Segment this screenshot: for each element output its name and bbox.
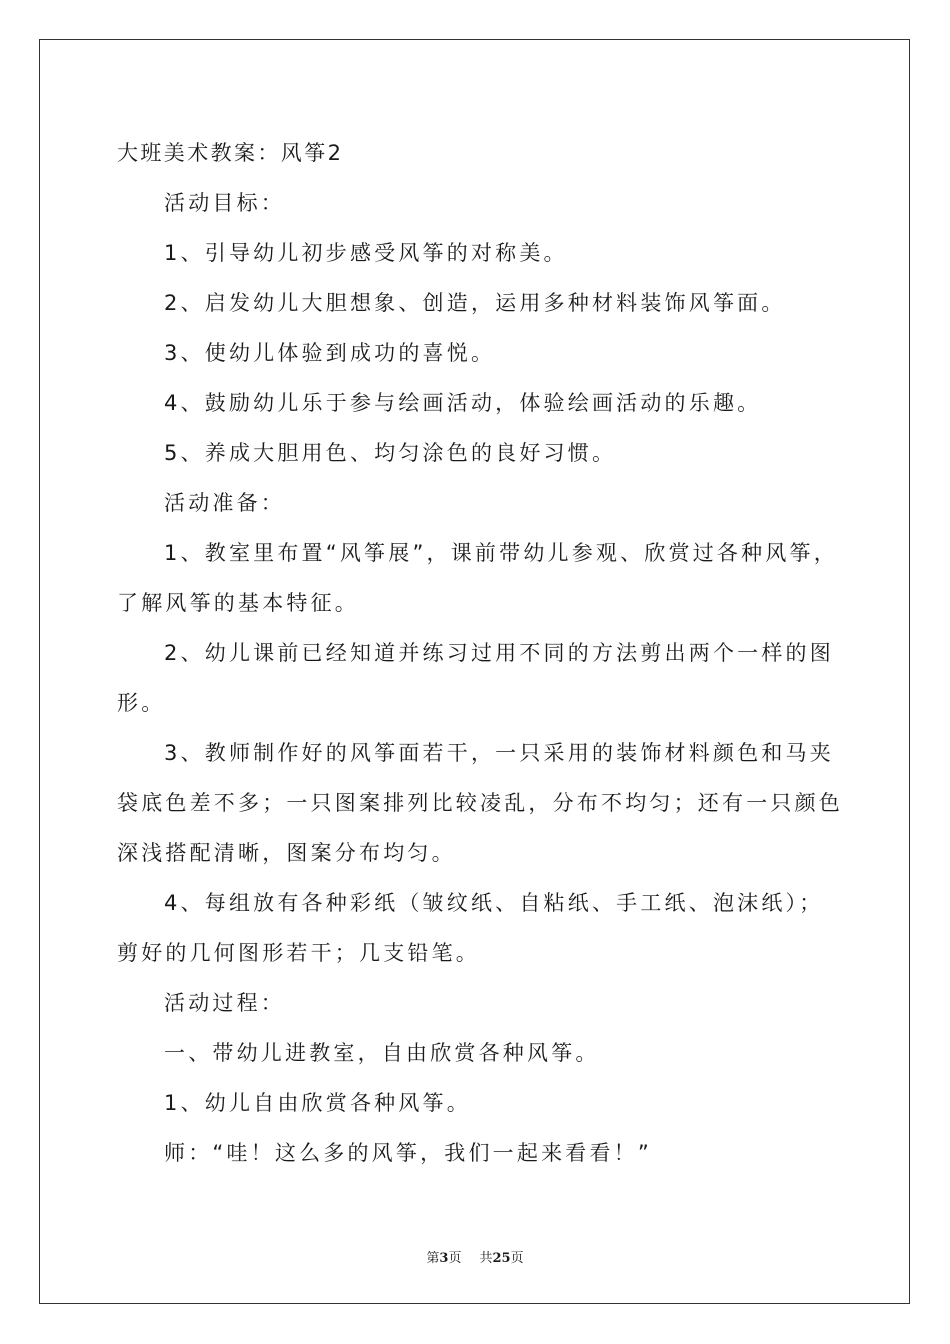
prep-item-1-line-1: 1、教室里布置“风筝展”，课前带幼儿参观、欣赏过各种风筝， [164,541,838,565]
prep-item-3-line-2: 袋底色差不多；一只图案排列比较凌乱，分布不均匀；还有一只颜色 [117,791,843,815]
section-heading-goals: 活动目标： [164,191,285,215]
goal-item-5: 5、养成大胆用色、均匀涂色的良好习惯。 [164,441,617,465]
total-suffix: 页 [510,1251,524,1266]
prep-item-1-line-2: 了解风筝的基本特征。 [117,591,359,615]
document-title: 大班美术教案：风筝2 [117,141,344,165]
prep-item-3-line-1: 3、教师制作好的风筝面若干，一只采用的装饰材料颜色和马夹 [164,741,834,765]
section-heading-process: 活动过程： [164,991,285,1015]
goal-item-3: 3、使幼儿体验到成功的喜悦。 [164,341,496,365]
page-number: 3 [439,1251,449,1266]
total-prefix: 共 [479,1251,493,1266]
prep-item-2-line-1: 2、幼儿课前已经知道并练习过用不同的方法剪出两个一样的图 [164,641,834,665]
teacher-dialogue: 师：“哇！这么多的风筝，我们一起来看看！” [164,1141,652,1165]
process-step-1: 一、带幼儿进教室，自由欣赏各种风筝。 [164,1041,600,1065]
goal-item-1: 1、引导幼儿初步感受风筝的对称美。 [164,241,568,265]
page-suffix: 页 [448,1251,462,1266]
prep-item-3-line-3: 深浅搭配清晰，图案分布均匀。 [117,841,456,865]
prep-item-4-line-1: 4、每组放有各种彩纸（皱纹纸、自粘纸、手工纸、泡沫纸）； [164,891,824,915]
page-footer [0,1247,950,1266]
document-body [117,128,843,1178]
total-pages: 25 [492,1251,511,1266]
section-heading-preparation: 活动准备： [164,491,285,515]
prep-item-2-line-2: 形。 [117,691,166,715]
goal-item-4: 4、鼓励幼儿乐于参与绘画活动，体验绘画活动的乐趣。 [164,391,762,415]
process-substep-1: 1、幼儿自由欣赏各种风筝。 [164,1091,471,1115]
page-prefix: 第 [426,1251,440,1266]
goal-item-2: 2、启发幼儿大胆想象、创造，运用多种材料装饰风筝面。 [164,291,786,315]
prep-item-4-line-2: 剪好的几何图形若干；几支铅笔。 [117,941,480,965]
